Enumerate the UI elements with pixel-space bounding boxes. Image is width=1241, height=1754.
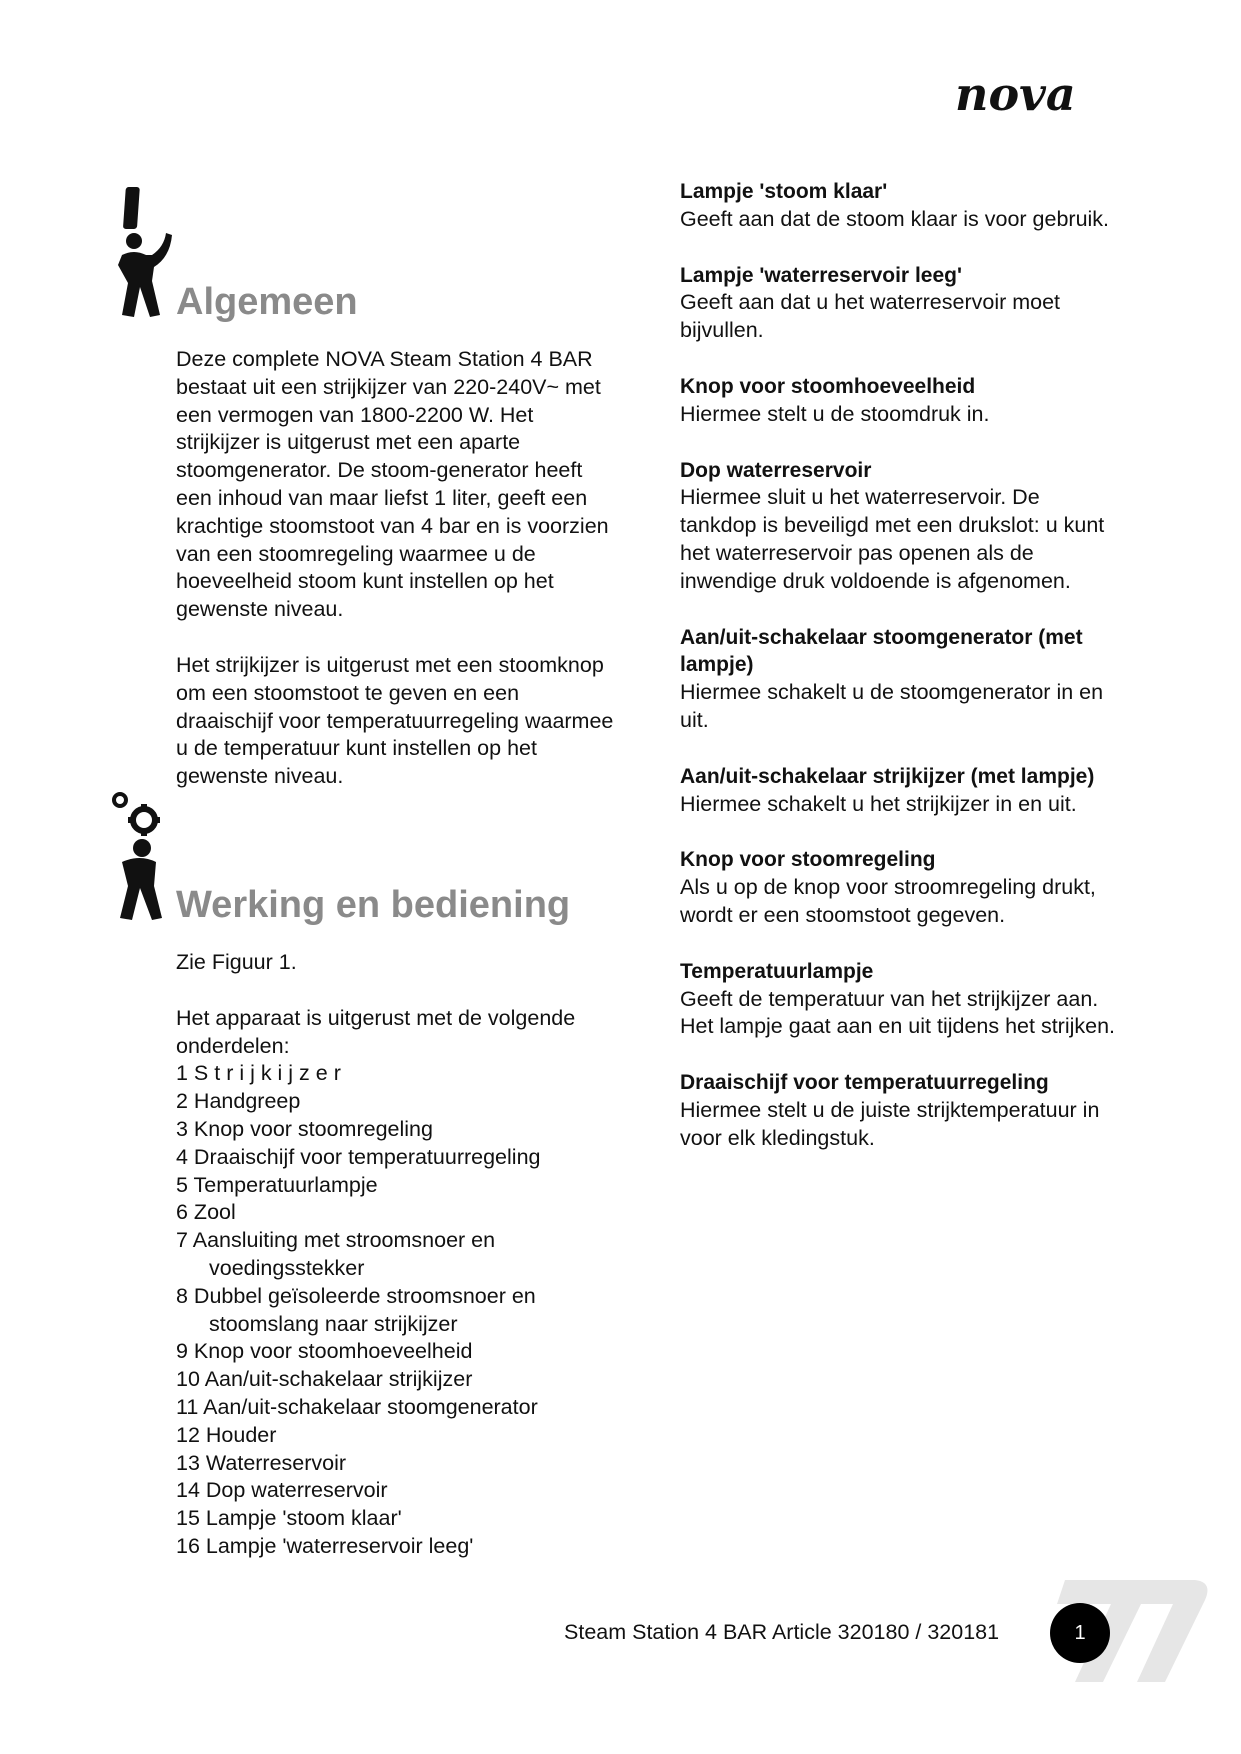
- list-item: 5 Temperatuurlampje: [176, 1172, 378, 1197]
- part-title: Aan/uit-schakelaar strijkijzer (met lampje): [680, 764, 1095, 788]
- part-description: [680, 763, 1120, 819]
- part-description: [680, 178, 1120, 234]
- paragraph: Zie Figuur 1.: [176, 949, 297, 974]
- list-item: 10 Aan/uit-schakelaar strijkijzer: [176, 1367, 473, 1392]
- list-item: 4 Draaischijf voor temperatuurregeling: [176, 1144, 541, 1169]
- part-text: Hiermee sluit u het waterreservoir. De tankdop is beveiligd met een drukslot: u kunt het waterreservoir pas openen als de inwendige druk voldoende is afgenomen.: [680, 485, 1105, 593]
- left-column: [176, 280, 616, 1561]
- part-text: Hiermee schakelt u de stoomgenerator in en uit.: [680, 680, 1104, 732]
- list-item: 6 Zool: [176, 1200, 236, 1225]
- part-title: Draaischijf voor temperatuurregeling: [680, 1071, 1049, 1095]
- part-text: Geeft aan dat u het waterreservoir moet bijvullen.: [680, 290, 1061, 343]
- part-text: Als u op de knop voor stroomregeling drukt, wordt er een stoomstoot gegeven.: [680, 875, 1096, 927]
- part-title: Lampje 'stoom klaar': [680, 180, 888, 203]
- part-title: Temperatuurlampje: [680, 959, 874, 983]
- part-text: Geeft aan dat de stoom klaar is voor gebruik.: [680, 206, 1110, 231]
- paragraph: Het strijkijzer is uitgerust met een stoomknop om een stoomstoot te geven en een draaischijf voor temperatuurregeling waarmee u de temperatuur kunt instellen op het gewenste niveau.: [176, 652, 614, 789]
- paragraph: Deze complete NOVA Steam Station 4 BAR bestaat uit een strijkijzer van 220-240V~ met een vermogen van 1800-2200 W. Het strijkijzer is uitgerust met een aparte stoomgenerator. De stoom-generator heeft een inhoud van maar liefst 1 liter, geeft een krachtige stoomstoot van 4 bar en is voorzien van een stoomregeling waarmee u de hoeveelheid stoom kunt instellen op het gewenste niveau.: [176, 347, 609, 622]
- list-item: 11 Aan/uit-schakelaar stoomgenerator: [176, 1394, 538, 1419]
- part-title: Knop voor stoomhoeveelheid: [680, 374, 976, 398]
- parts-list: [176, 1060, 616, 1560]
- part-description: [680, 457, 1120, 596]
- list-item: 3 Knop voor stoomregeling: [176, 1116, 433, 1141]
- list-item: 16 Lampje 'waterreservoir leeg': [176, 1533, 474, 1558]
- list-item: 15 Lampje 'stoom klaar': [176, 1506, 402, 1531]
- list-item: 14 Dop waterreservoir: [176, 1478, 388, 1503]
- footer-article-text: Steam Station 4 BAR Article 320180 / 320181: [564, 1620, 1000, 1644]
- part-description: [680, 958, 1120, 1041]
- list-item: 12 Houder: [176, 1422, 277, 1447]
- part-title: Dop waterreservoir: [680, 458, 872, 482]
- part-text: Geeft de temperatuur van het strijkijzer aan. Het lampje gaat aan en uit tijdens het strijken.: [680, 986, 1116, 1039]
- list-item: 8 Dubbel geïsoleerde stroomsnoer en stoomslang naar strijkijzer: [176, 1283, 536, 1336]
- right-column: [680, 178, 1120, 1181]
- paragraph: Het apparaat is uitgerust met de volgende onderdelen:: [176, 1005, 576, 1058]
- section-title-werking: Werking en bediening: [176, 883, 571, 926]
- exclamation-figure-icon: [112, 185, 172, 320]
- list-item: 13 Waterreservoir: [176, 1450, 347, 1475]
- svg-text:nova: nova: [955, 70, 1076, 120]
- list-item: 9 Knop voor stoomhoeveelheid: [176, 1339, 473, 1364]
- part-title: Aan/uit-schakelaar stoomgenerator (met lampje): [680, 625, 1083, 677]
- part-text: Hiermee stelt u de stoomdruk in.: [680, 401, 990, 426]
- nova-logo: [955, 70, 1115, 120]
- part-description: [680, 846, 1120, 929]
- part-description: [680, 1069, 1120, 1152]
- list-item: 2 Handgreep: [176, 1089, 301, 1114]
- part-text: Hiermee schakelt u het strijkijzer in en uit.: [680, 791, 1077, 816]
- part-description: [680, 262, 1120, 345]
- page-number-badge: 1: [1050, 1603, 1110, 1663]
- part-description: [680, 373, 1120, 429]
- part-title: Knop voor stoomregeling: [680, 848, 936, 872]
- part-text: Hiermee stelt u de juiste strijktemperatuur in voor elk kledingstuk.: [680, 1097, 1100, 1150]
- list-item: 1 S t r i j k i j z e r: [176, 1061, 341, 1086]
- list-item: 7 Aansluiting met stroomsnoer en voedingsstekker: [176, 1228, 496, 1280]
- gear-figure-icon: [110, 790, 170, 920]
- part-description: [680, 624, 1120, 735]
- part-title: Lampje 'waterreservoir leeg': [680, 263, 962, 287]
- section-title-algemeen: Algemeen: [176, 281, 358, 323]
